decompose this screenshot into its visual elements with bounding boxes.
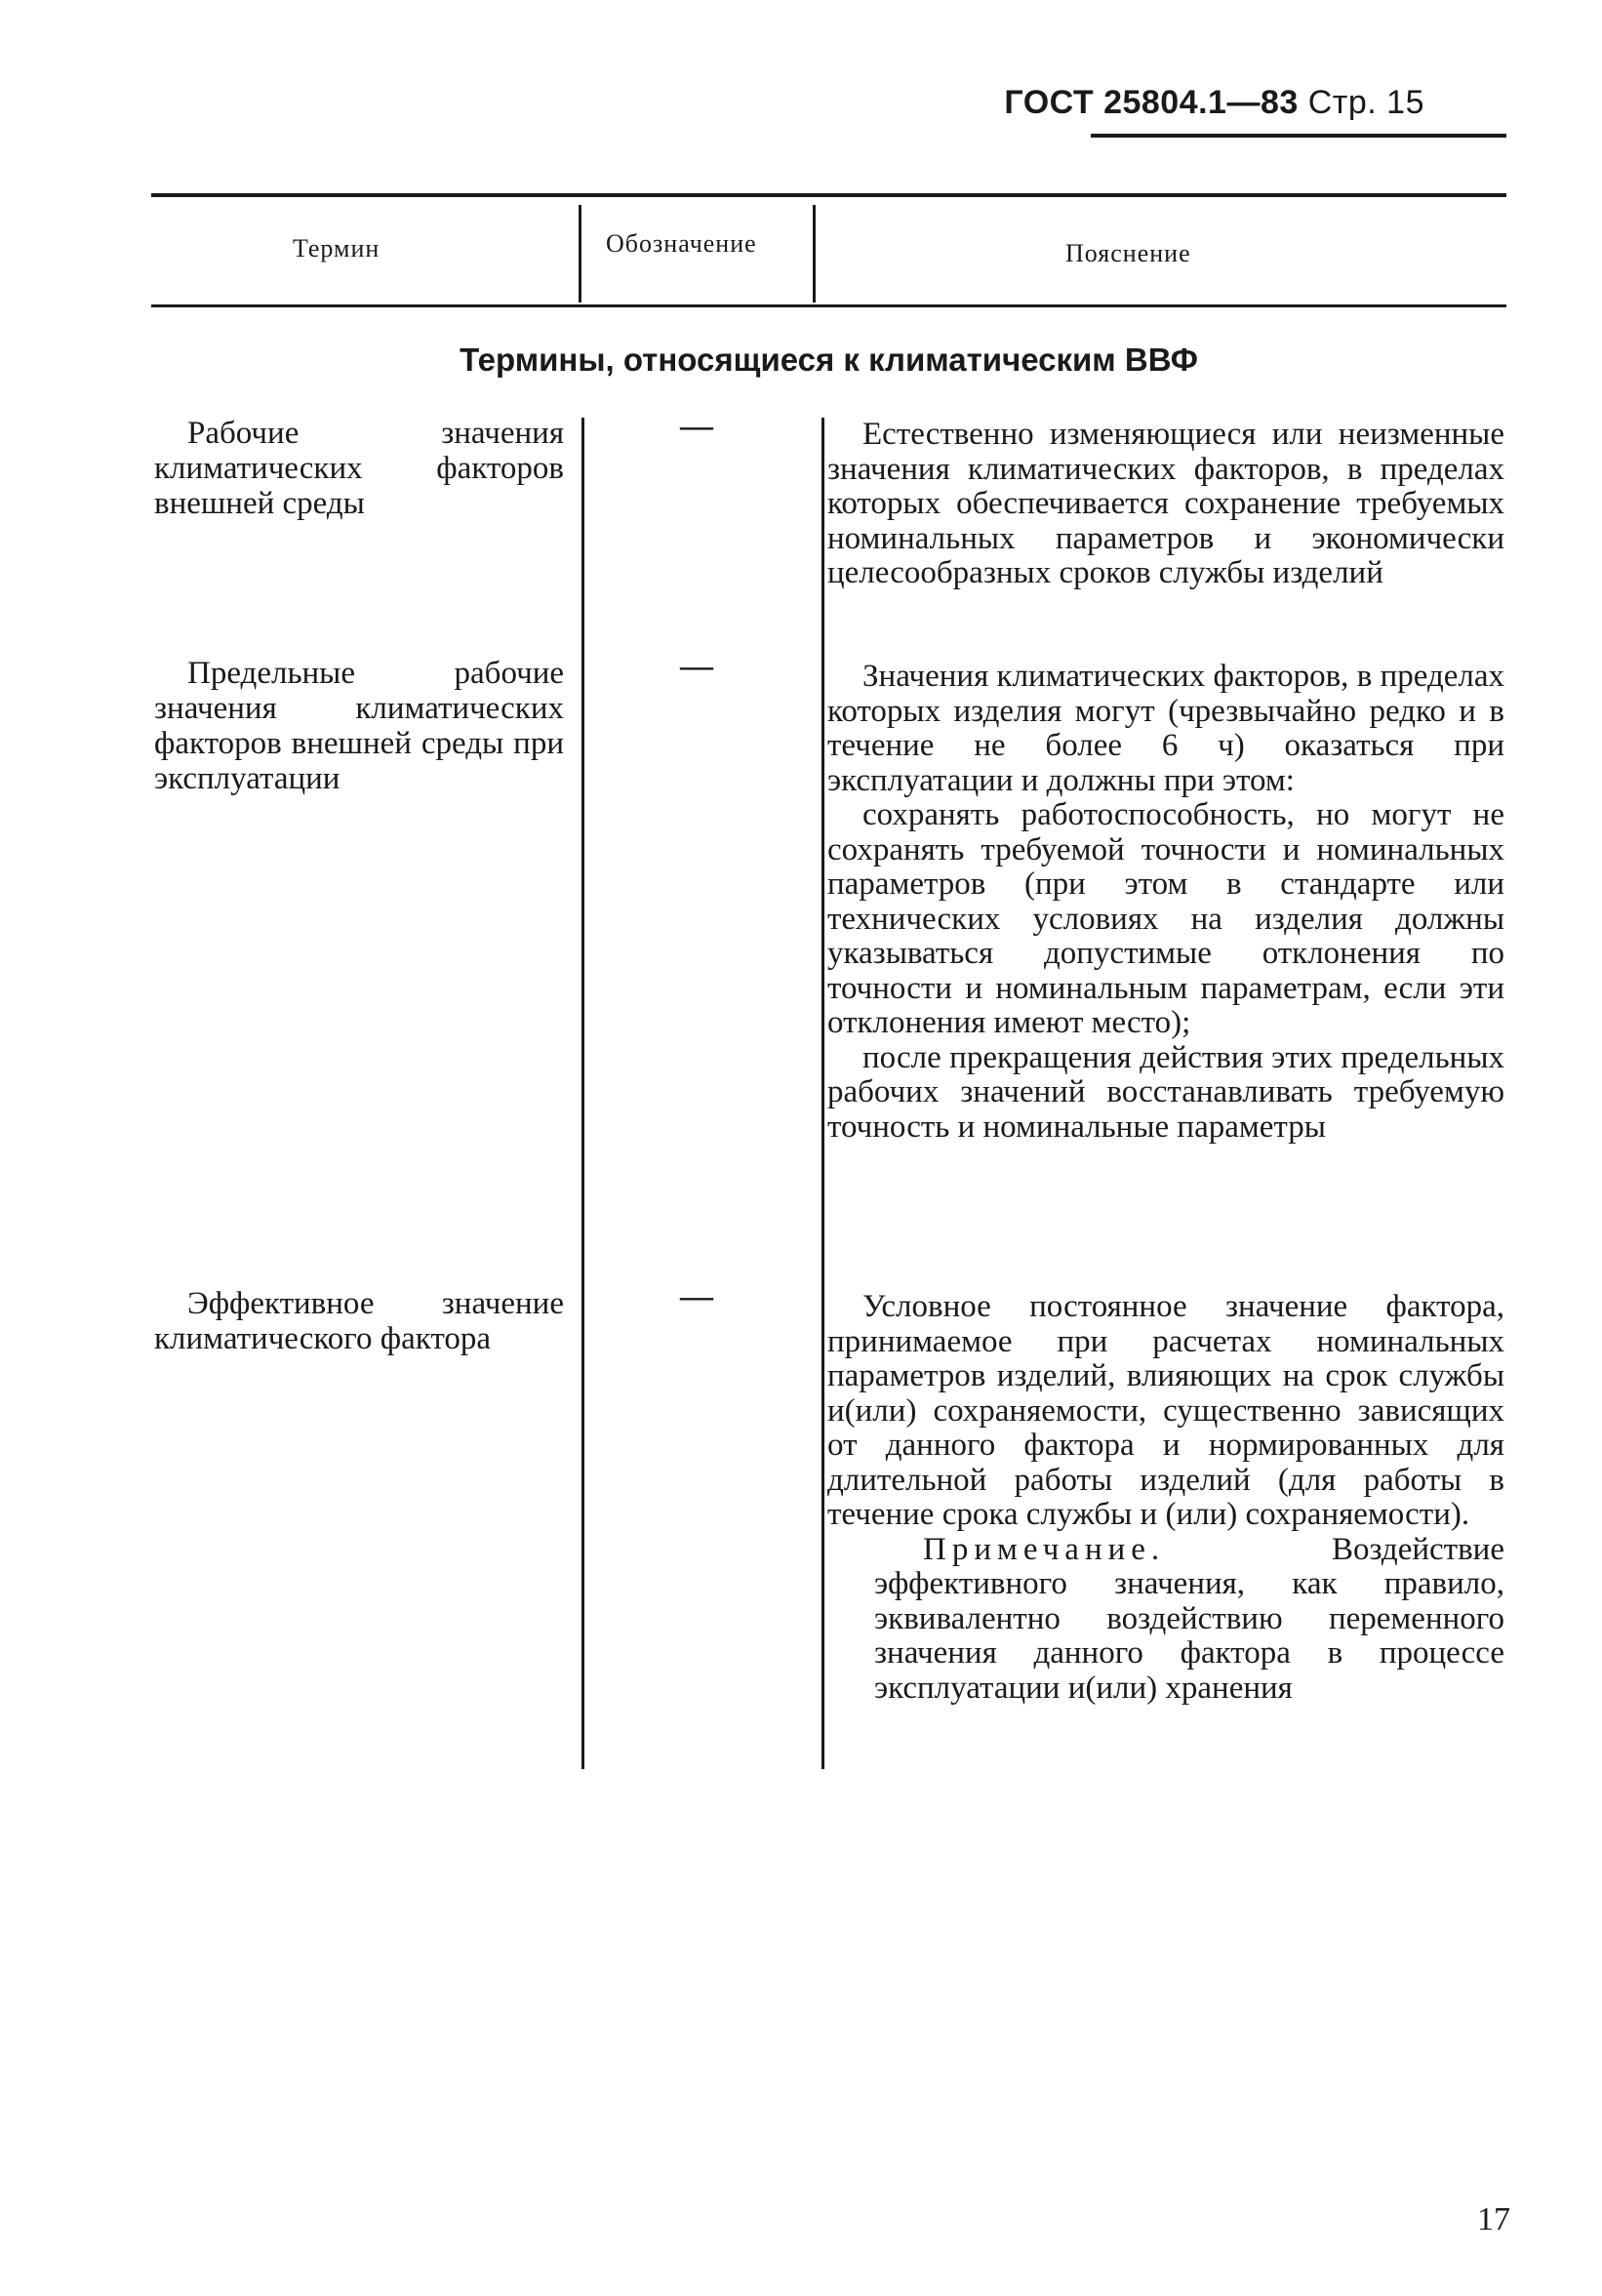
table-header-rule — [151, 304, 1506, 307]
column-separator — [581, 418, 584, 1769]
page-reference: Стр. 15 — [1307, 84, 1424, 121]
explanation-cell — [827, 418, 1504, 591]
section-title: Термины, относящиеся к климатическим ВВФ — [460, 342, 1198, 378]
column-header-symbol: Обозначение — [606, 229, 757, 258]
column-separator — [579, 205, 581, 302]
standard-designation: ГОСТ 25804.1—83 — [1004, 84, 1299, 121]
explanation-paragraph: сохранять работоспособность, но могут не сохранять требуемой точности и номинальных параметров (при этом в стандарте или технических условиях на изделия должны указываться допустимые отклонения по точности и номинальным параметрам, если эти отклонения имеют место); — [827, 797, 1504, 1040]
explanation-paragraph: Значения климатических факторов, в пределах которых изделия могут (чрезвычайно редко и в течение не более 6 ч) оказаться при эксплуатации и должны при этом: — [827, 659, 1504, 798]
note-label: Примечание. — [923, 1531, 1166, 1567]
note-text: Воздействие эффективного значения, как правило, эквивалентно воздействию переменного значения данного фактора в процессе эксплуатации и(или) хранения — [874, 1531, 1504, 1706]
term-cell: Предельные рабочие значения климатических факторов внешней среды при эксплуатации — [154, 656, 564, 796]
column-separator — [821, 418, 824, 1769]
note-paragraph — [874, 1533, 1504, 1707]
column-header-term: Термин — [293, 234, 380, 262]
table-top-rule — [151, 193, 1506, 197]
page-number: 17 — [1477, 2201, 1510, 2237]
explanation-paragraph: Естественно изменяющиеся или неизменные значения климатических факторов, в пределах которых обеспечивается сохранение требуемых номинальных параметров и экономически целесообразных сроков службы изделий — [827, 417, 1504, 590]
column-separator — [813, 205, 816, 302]
term-cell: Рабочие значения климатических факторов внешней среды — [154, 416, 564, 521]
symbol-cell: — — [680, 648, 713, 684]
column-header-explanation: Пояснение — [1065, 239, 1191, 267]
explanation-cell — [827, 1290, 1504, 1706]
page-header — [1004, 84, 1424, 122]
explanation-cell — [827, 660, 1504, 1145]
explanation-paragraph: Условное постоянное значение фактора, принимаемое при расчетах номинальных параметров изделий, влияющих на срок службы и(или) сохраняемости, существенно зависящих от данного фактора и нормированных для длительной работы изделий (для работы в течение срока службы и (или) сохраняемости). — [827, 1289, 1504, 1532]
term-cell: Эффективное значение климатического фактора — [154, 1286, 564, 1356]
header-rule — [1091, 134, 1506, 138]
symbol-cell: — — [680, 408, 713, 444]
explanation-paragraph: после прекращения действия этих предельных рабочих значений восстанавливать требуемую точность и номинальные параметры — [827, 1039, 1504, 1145]
symbol-cell: — — [680, 1278, 713, 1314]
